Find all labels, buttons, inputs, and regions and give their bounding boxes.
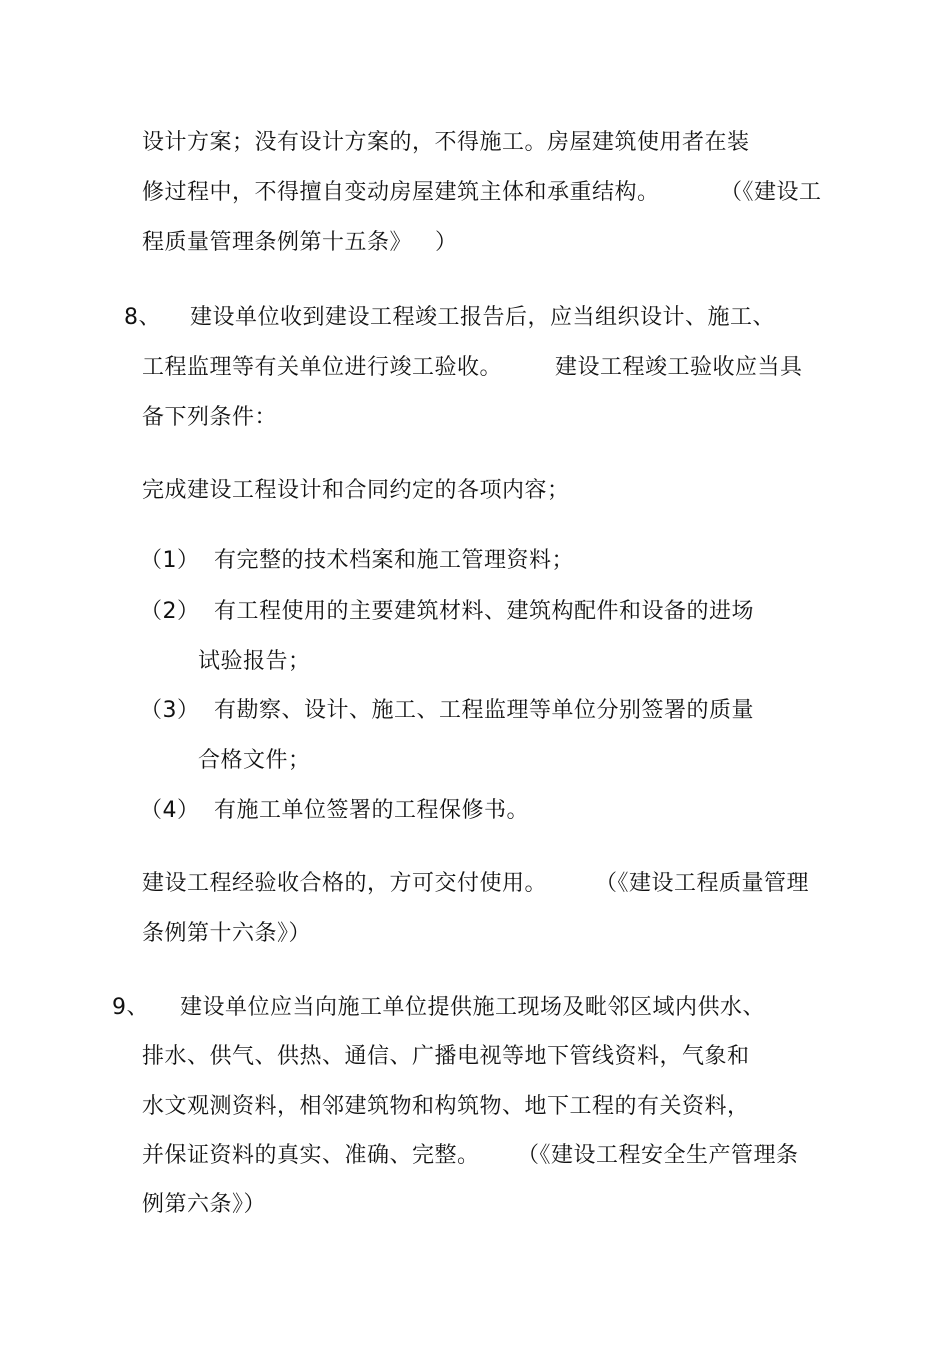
sub-item-number-3: （3） <box>140 698 200 723</box>
item-9-citation: （《建设工程安全生产管理条 <box>517 1143 799 1168</box>
sub-item-2-text-cont: 试验报告； <box>198 649 311 674</box>
sub-item-3-text: 有勘察、设计、施工、工程监理等单位分别签署的质量 <box>214 698 755 723</box>
sub-item-1-text: 有完整的技术档案和施工管理资料； <box>214 548 575 573</box>
sub-item-number-4: （4） <box>140 798 200 823</box>
sub-item-2-text: 有工程使用的主要建筑材料、建筑构配件和设备的进场 <box>214 599 755 624</box>
citation-close-3: ） <box>435 230 458 255</box>
item-8-line-1: 建设单位收到建设工程竣工报告后，应当组织设计、施工、 <box>190 305 776 330</box>
item-8-line-3: 备下列条件： <box>142 405 278 430</box>
sub-item-3-text-cont: 合格文件； <box>198 748 311 773</box>
text-line-2: 修过程中，不得擅自变动房屋建筑主体和承重结构。 <box>142 180 660 205</box>
acceptance-line-2: 条例第十六条》） <box>142 921 312 946</box>
sub-item-number-2: （2） <box>140 599 200 624</box>
item-9-line-5: 例第六条》） <box>142 1192 267 1217</box>
condition-intro: 完成建设工程设计和合同约定的各项内容； <box>142 478 570 503</box>
text-line-3: 程质量管理条例第十五条》 <box>142 230 413 255</box>
item-8-line-2: 工程监理等有关单位进行竣工验收。 <box>142 355 503 380</box>
item-9-line-3: 水文观测资料，相邻建筑物和构筑物、地下工程的有关资料， <box>142 1094 750 1119</box>
sub-item-number-1: （1） <box>140 548 200 573</box>
text-line-1: 设计方案；没有设计方案的，不得施工。房屋建筑使用者在装 <box>142 130 750 155</box>
item-number-8: 8、 <box>124 305 161 330</box>
item-9-line-4: 并保证资料的真实、准确、完整。 <box>142 1143 480 1168</box>
sub-item-4-text: 有施工单位签署的工程保修书。 <box>214 798 530 823</box>
item-9-line-2: 排水、供气、供热、通信、广播电视等地下管线资料，气象和 <box>142 1044 750 1069</box>
item-number-9: 9、 <box>112 995 149 1020</box>
item-8-line-2b: 建设工程竣工验收应当具 <box>555 355 803 380</box>
item-9-line-1: 建设单位应当向施工单位提供施工现场及毗邻区域内供水、 <box>180 995 766 1020</box>
acceptance-line-1: 建设工程经验收合格的，方可交付使用。 <box>142 871 548 896</box>
citation-line-2: （《建设工 <box>720 180 822 205</box>
acceptance-citation: （《建设工程质量管理 <box>595 871 810 896</box>
